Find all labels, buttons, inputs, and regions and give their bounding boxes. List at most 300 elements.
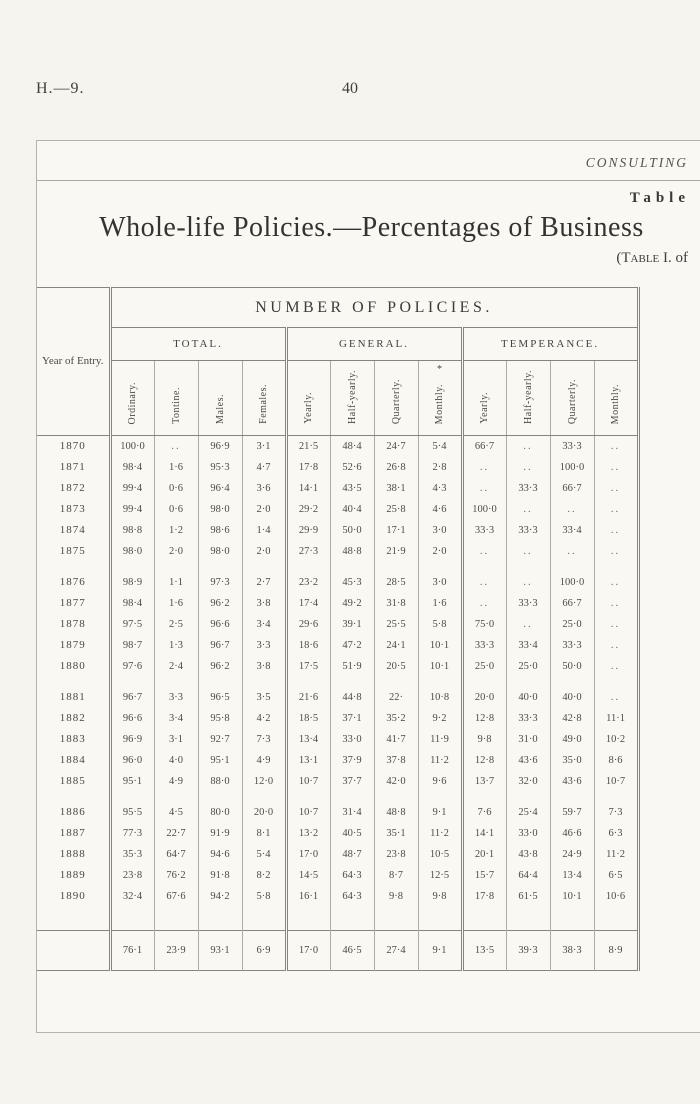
value-cell [198,907,242,931]
value-cell: 10·1 [418,656,462,677]
value-cell: 11·2 [418,823,462,844]
value-cell [506,792,550,802]
value-cell [242,677,286,687]
year-cell: 1880 [59,660,86,672]
value-cell: .. [594,593,638,614]
value-cell: 23·8 [374,844,418,865]
year-cell: 1872 [59,482,86,494]
value-cell: 4·6 [418,499,462,520]
table-row [37,478,638,499]
value-cell: 95·1 [198,750,242,771]
year-cell: 1870 [59,440,86,453]
value-cell: 35·0 [550,750,594,771]
year-cell: 1883 [59,733,86,745]
value-cell: .. [506,436,550,457]
value-cell: 10·7 [286,771,330,792]
value-cell: 23·8 [110,865,154,886]
value-cell: .. [594,635,638,656]
value-cell: 96·6 [198,614,242,635]
year-cell: 1871 [59,461,86,473]
value-cell: 100·0 [462,499,506,520]
value-cell: 12·0 [242,771,286,792]
group-spacer-row [37,792,638,802]
table-row [37,572,638,593]
value-cell: 33·3 [462,635,506,656]
value-cell: 40·4 [330,499,374,520]
value-cell: 6·3 [594,823,638,844]
value-cell: 3·0 [418,572,462,593]
value-cell [418,792,462,802]
column-header-quarterly [550,361,594,436]
rotated-column-label: Half-yearly. [346,370,358,424]
value-cell: 3·1 [242,436,286,457]
value-cell: .. [594,478,638,499]
value-cell: .. [506,541,550,562]
value-cell: 13·7 [462,771,506,792]
value-cell: 51·9 [330,656,374,677]
value-cell: 5·4 [418,436,462,457]
value-cell: 46·5 [330,931,374,971]
year-cell: 1884 [59,754,86,766]
value-cell: 88·0 [198,771,242,792]
value-cell: 23·2 [286,572,330,593]
value-cell: 18·6 [286,635,330,656]
column-header-yearly [286,361,330,436]
table-row [37,802,638,823]
value-cell: 98·0 [110,541,154,562]
value-cell: 22· [374,687,418,708]
value-cell: 37·8 [374,750,418,771]
table-row [37,614,638,635]
value-cell: 17·4 [286,593,330,614]
value-cell: 98·8 [110,520,154,541]
value-cell: 1·1 [154,572,198,593]
value-cell: 43·8 [506,844,550,865]
value-cell: 95·5 [110,802,154,823]
value-cell: 33·4 [506,635,550,656]
value-cell: 98·4 [110,593,154,614]
value-cell: 96·7 [198,635,242,656]
value-cell: 24·9 [550,844,594,865]
value-cell: 42·8 [550,708,594,729]
pre-totals-spacer-row [37,907,638,931]
value-cell [418,677,462,687]
value-cell: 76·2 [154,865,198,886]
value-cell: 4·5 [154,802,198,823]
value-cell: .. [594,541,638,562]
value-cell: 96·7 [110,687,154,708]
value-cell: 91·8 [198,865,242,886]
table-row [37,541,638,562]
value-cell: 2·8 [418,457,462,478]
value-cell: 27·3 [286,541,330,562]
value-cell: 33·3 [462,520,506,541]
value-cell: 40·5 [330,823,374,844]
value-cell: 14·1 [286,478,330,499]
value-cell: 14·1 [462,823,506,844]
rotated-column-label: Monthly. [434,383,445,424]
value-cell: 3·8 [242,593,286,614]
value-cell: 11·2 [418,750,462,771]
year-cell: 1885 [59,775,86,787]
value-cell: .. [506,572,550,593]
value-cell: 3·5 [242,687,286,708]
value-cell: 43·5 [330,478,374,499]
value-cell: .. [506,457,550,478]
value-cell: 10·8 [418,687,462,708]
value-cell: 11·2 [594,844,638,865]
value-cell: 49·2 [330,593,374,614]
value-cell: 8·9 [594,931,638,971]
value-cell: 20·0 [462,687,506,708]
value-cell: 35·1 [374,823,418,844]
value-cell [594,907,638,931]
value-cell: 96·6 [110,708,154,729]
value-cell [594,677,638,687]
value-cell: 8·6 [594,750,638,771]
horizontal-rule [37,180,700,181]
value-cell: 15·7 [462,865,506,886]
year-cell: 1889 [59,869,86,881]
value-cell: 12·8 [462,708,506,729]
value-cell: 11·9 [418,729,462,750]
value-cell [418,562,462,572]
value-cell [506,907,550,931]
year-cell: 1882 [59,712,86,724]
value-cell: .. [594,499,638,520]
year-cell: 1887 [59,827,86,839]
value-cell: 16·1 [286,886,330,907]
table-label: Table [629,190,690,206]
value-cell: 64·4 [506,865,550,886]
value-cell: 9·6 [418,771,462,792]
value-cell: 10·1 [550,886,594,907]
year-cell: 1881 [59,691,86,703]
value-cell: .. [594,656,638,677]
value-cell [330,907,374,931]
value-cell: 47·2 [330,635,374,656]
value-cell: 93·1 [198,931,242,971]
value-cell: 95·8 [198,708,242,729]
value-cell: 66·7 [550,478,594,499]
column-header-tontine [154,361,198,436]
value-cell: 20·0 [242,802,286,823]
value-cell: 9·8 [418,886,462,907]
value-cell: 17·1 [374,520,418,541]
value-cell: 98·4 [110,457,154,478]
page-title: Whole-life Policies.—Percentages of Business [99,212,644,243]
group-header-temperance: TEMPERANCE. [462,328,638,361]
value-cell: 29·9 [286,520,330,541]
column-header-monthly [594,361,638,436]
value-cell: 92·7 [198,729,242,750]
value-cell: 75·0 [462,614,506,635]
value-cell: 35·2 [374,708,418,729]
value-cell: 44·8 [330,687,374,708]
value-cell [110,792,154,802]
value-cell: 39·3 [506,931,550,971]
value-cell [506,677,550,687]
value-cell: 33·3 [506,478,550,499]
value-cell: 96·5 [198,687,242,708]
value-cell: 33·3 [506,593,550,614]
value-cell: 28·5 [374,572,418,593]
value-cell: 46·6 [550,823,594,844]
value-cell: 24·1 [374,635,418,656]
value-cell: 4·3 [418,478,462,499]
rotated-column-label: Yearly. [303,392,314,424]
value-cell [374,907,418,931]
value-cell: 76·1 [110,931,154,971]
group-spacer-row [37,562,638,572]
value-cell [198,677,242,687]
column-header-quarterly [374,361,418,436]
value-cell: 64·3 [330,886,374,907]
value-cell: 33·3 [550,436,594,457]
value-cell: 2·7 [242,572,286,593]
totals-row [37,931,638,971]
value-cell: .. [594,572,638,593]
value-cell: 7·3 [242,729,286,750]
value-cell: .. [154,436,198,457]
value-cell: 97·5 [110,614,154,635]
value-cell: 10·6 [594,886,638,907]
value-cell [462,562,506,572]
value-cell: 11·1 [594,708,638,729]
value-cell [242,907,286,931]
value-cell [242,792,286,802]
year-cell: 1879 [59,639,86,651]
value-cell [550,792,594,802]
value-cell: 91·9 [198,823,242,844]
value-cell: 0·6 [154,499,198,520]
year-cell: 1878 [59,618,86,630]
value-cell [594,562,638,572]
value-cell [374,792,418,802]
value-cell: 31·4 [330,802,374,823]
value-cell [550,562,594,572]
value-cell: 27·4 [374,931,418,971]
value-cell: .. [462,478,506,499]
value-cell: 8·1 [242,823,286,844]
value-cell: 37·7 [330,771,374,792]
value-cell: 10·5 [418,844,462,865]
value-cell [550,677,594,687]
value-cell: 96·9 [198,436,242,457]
value-cell: 2·4 [154,656,198,677]
year-cell: 1874 [59,524,86,536]
value-cell: 13·4 [550,865,594,886]
value-cell: 31·8 [374,593,418,614]
value-cell: 50·0 [550,656,594,677]
value-cell: 33·4 [550,520,594,541]
value-cell: 95·1 [110,771,154,792]
value-cell: 3·4 [154,708,198,729]
year-cell [37,792,110,802]
column-header-males [198,361,242,436]
column-header-ordinary [110,361,154,436]
value-cell [506,562,550,572]
value-cell: 23·9 [154,931,198,971]
value-cell [242,562,286,572]
value-cell: 13·1 [286,750,330,771]
value-cell: 100·0 [550,572,594,593]
value-cell: 3·0 [418,520,462,541]
value-cell: 99·4 [110,499,154,520]
value-cell: 3·3 [154,687,198,708]
table-row [37,750,638,771]
value-cell: 40·0 [550,687,594,708]
value-cell: 6·5 [594,865,638,886]
value-cell: 1·6 [418,593,462,614]
value-cell: 17·0 [286,844,330,865]
column-header-halfyearly [506,361,550,436]
table-sheet [36,140,700,1033]
table-row [37,865,638,886]
value-cell: .. [550,541,594,562]
rotated-column-label: Tontine. [170,387,182,424]
value-cell: 5·4 [242,844,286,865]
value-cell: 96·2 [198,593,242,614]
value-cell: 1·4 [242,520,286,541]
value-cell: 38·1 [374,478,418,499]
value-cell: 100·0 [110,436,154,457]
value-cell: 3·4 [242,614,286,635]
value-cell: 52·6 [330,457,374,478]
policies-table [37,287,640,971]
table-subtitle [37,250,688,267]
number-of-policies-header: NUMBER OF POLICIES. [110,288,638,328]
value-cell: 3·8 [242,656,286,677]
year-of-entry-header: Year of Entry. [37,288,110,436]
value-cell: 98·0 [198,541,242,562]
value-cell: 9·1 [418,802,462,823]
value-cell: 96·9 [110,729,154,750]
value-cell [154,677,198,687]
value-cell: 22·7 [154,823,198,844]
value-cell [110,562,154,572]
value-cell: 7·6 [462,802,506,823]
value-cell: 14·5 [286,865,330,886]
value-cell: 24·7 [374,436,418,457]
value-cell [110,907,154,931]
value-cell: 40·0 [506,687,550,708]
value-cell: 43·6 [550,771,594,792]
value-cell: 33·3 [506,520,550,541]
value-cell: 4·7 [242,457,286,478]
value-cell [198,562,242,572]
value-cell [594,792,638,802]
rotated-column-label: Females. [258,384,269,424]
column-header-halfyearly [330,361,374,436]
year-cell: 1875 [59,545,86,557]
value-cell: 20·1 [462,844,506,865]
value-cell: 0·6 [154,478,198,499]
value-cell: 6·9 [242,931,286,971]
value-cell: 2·0 [242,499,286,520]
value-cell: 29·2 [286,499,330,520]
value-cell: 25·4 [506,802,550,823]
value-cell: 97·3 [198,572,242,593]
value-cell: 5·8 [418,614,462,635]
value-cell [154,907,198,931]
value-cell: .. [594,457,638,478]
year-cell: 1888 [59,848,86,860]
value-cell: 17·8 [286,457,330,478]
column-header-row [37,361,638,436]
value-cell: 98·9 [110,572,154,593]
value-cell: 20·5 [374,656,418,677]
year-cell [37,677,110,687]
value-cell: 32·0 [506,771,550,792]
rotated-column-label: Quarterly. [390,378,402,424]
table-row [37,771,638,792]
value-cell: 33·3 [550,635,594,656]
value-cell: 43·6 [506,750,550,771]
document-reference: H.—9. [36,80,85,97]
value-cell: 18·5 [286,708,330,729]
value-cell: 17·0 [286,931,330,971]
value-cell: .. [594,520,638,541]
value-cell: .. [462,457,506,478]
value-cell: .. [594,436,638,457]
group-header-row [37,328,638,361]
year-cell [37,562,110,572]
year-cell [37,931,110,971]
value-cell [462,907,506,931]
table-row [37,635,638,656]
table-row [37,656,638,677]
table-row [37,593,638,614]
value-cell: 4·0 [154,750,198,771]
value-cell [330,792,374,802]
value-cell: 21·5 [286,436,330,457]
value-cell: 2·0 [242,541,286,562]
value-cell: 33·0 [506,823,550,844]
value-cell: 33·3 [506,708,550,729]
value-cell [330,677,374,687]
rotated-column-label: Quarterly. [566,378,578,424]
year-cell: 1890 [59,890,86,902]
value-cell: 4·2 [242,708,286,729]
value-cell: 10·2 [594,729,638,750]
value-cell [154,562,198,572]
value-cell: 38·3 [550,931,594,971]
value-cell: 33·0 [330,729,374,750]
value-cell [330,562,374,572]
value-cell [286,792,330,802]
value-cell: 26·8 [374,457,418,478]
value-cell: 1·6 [154,457,198,478]
value-cell [462,792,506,802]
table-row [37,708,638,729]
value-cell: 9·8 [374,886,418,907]
rotated-column-label: Ordinary. [127,381,138,424]
subtitle-rest: of [671,250,688,266]
value-cell: 8·2 [242,865,286,886]
value-cell: 48·7 [330,844,374,865]
value-cell: 96·0 [110,750,154,771]
value-cell: 10·7 [594,771,638,792]
value-cell: 1·3 [154,635,198,656]
value-cell: 13·5 [462,931,506,971]
value-cell: 37·1 [330,708,374,729]
running-head: CONSULTING [585,155,688,170]
rotated-column-label: Males. [214,394,226,424]
value-cell: 66·7 [462,436,506,457]
value-cell [462,677,506,687]
value-cell [286,677,330,687]
